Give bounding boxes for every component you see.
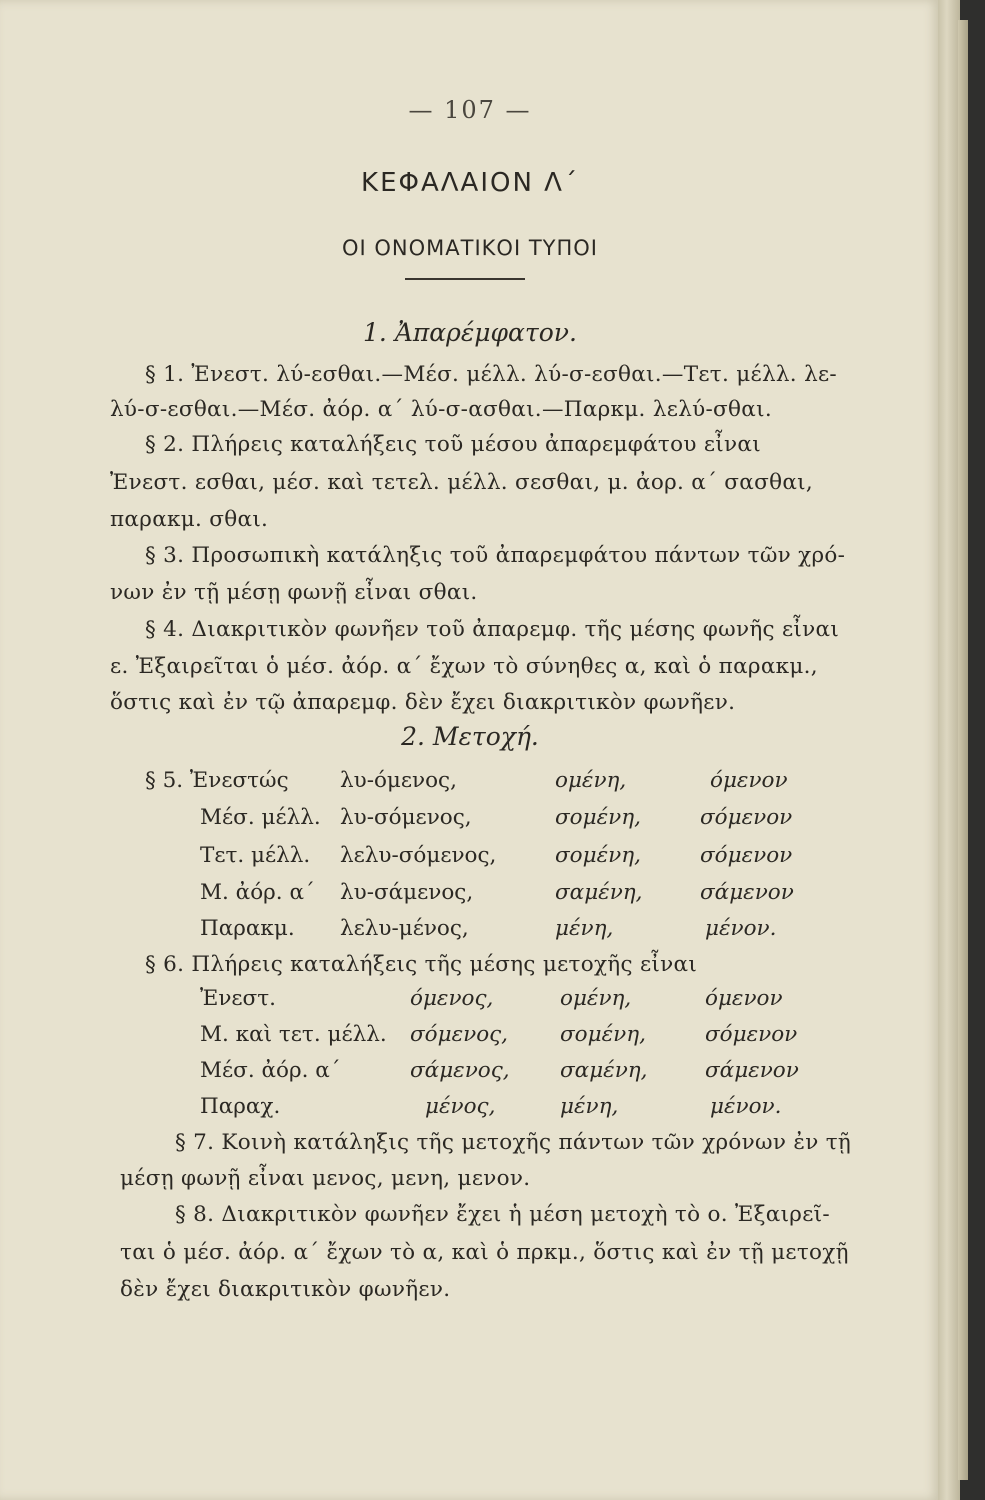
- para6-intro: § 6. Πλήρεις καταλήξεις τῆς μέσης μετοχῆς εἶναι: [145, 952, 698, 977]
- table6-fem: μένη,: [560, 1094, 619, 1119]
- table5-masc: λελυ-μένος,: [340, 916, 469, 941]
- section-title: ΟΙ ΟΝΟΜΑΤΙΚΟΙ ΤΥΠΟΙ: [341, 236, 598, 260]
- table6-label: Μ. καὶ τετ. μέλλ.: [200, 1022, 387, 1047]
- table5-masc: λυ-όμενος,: [340, 768, 457, 793]
- para2-line: § 2. Πλήρεις καταλήξεις τοῦ μέσου ἀπαρεμφάτου εἶναι: [145, 432, 761, 457]
- page-edge: [938, 0, 960, 1500]
- table6-fem: σαμένη,: [560, 1058, 648, 1083]
- table5-label: Παρακμ.: [200, 916, 295, 941]
- para3-line: § 3. Προσωπικὴ κατάληξις τοῦ ἀπαρεμφάτου πάντων τῶν χρό-: [145, 543, 846, 568]
- para7-line: § 7. Κοινὴ κατάληξις τῆς μετοχῆς πάντων τῶν χρόνων ἐν τῇ: [175, 1130, 852, 1155]
- para8-line: ται ὁ μέσ. ἀόρ. α΄ ἔχων τὸ α, καὶ ὁ πρκμ., ὅστις καὶ ἐν τῇ μετοχῇ: [120, 1240, 849, 1265]
- table6-neut: σάμενον: [705, 1058, 799, 1083]
- para2-line: Ἐνεστ. εσθαι, μέσ. καὶ τετελ. μέλλ. σεσθαι, μ. ἀορ. α΄ σασθαι,: [110, 470, 813, 495]
- page-number: — 107 —: [408, 96, 532, 124]
- table5-masc: λυ-σόμενος,: [340, 805, 472, 830]
- para3-line: νων ἐν τῇ μέσῃ φωνῇ εἶναι σθαι.: [110, 580, 478, 605]
- para4-line: ε. Ἐξαιρεῖται ὁ μέσ. ἀόρ. α΄ ἔχων τὸ σύνηθες α, καὶ ὁ παρακμ.,: [110, 654, 818, 679]
- table5-fem: ομένη,: [555, 768, 627, 793]
- table5-fem: μένη,: [555, 916, 614, 941]
- table5-neut: μένον.: [705, 916, 777, 941]
- table6-masc: μένος,: [425, 1094, 496, 1119]
- table6-masc: όμενος,: [410, 986, 494, 1011]
- table5-masc: λυ-σάμενος,: [340, 880, 474, 905]
- para1-line: § 1. Ἐνεστ. λύ-εσθαι.—Μέσ. μέλλ. λύ-σ-εσθαι.—Τετ. μέλλ. λε-: [145, 362, 837, 387]
- book-spine-edge: [958, 20, 968, 1480]
- table5-label: Μέσ. μέλλ.: [200, 805, 321, 830]
- part1-heading: 1. Ἀπαρέμφατον.: [363, 318, 577, 347]
- table5-fem: σαμένη,: [555, 880, 643, 905]
- table5-fem: σομένη,: [555, 805, 641, 830]
- part2-heading: 2. Μετοχή.: [401, 722, 539, 751]
- para1-line: λύ-σ-εσθαι.—Μέσ. ἀόρ. α΄ λύ-σ-ασθαι.—Παρκμ. λελύ-σθαι.: [110, 397, 772, 422]
- para4-line: ὅστις καὶ ἐν τῷ ἀπαρεμφ. δὲν ἔχει διακριτικὸν φωνῆεν.: [110, 690, 736, 715]
- title-divider: [405, 278, 525, 280]
- table6-fem: ομένη,: [560, 986, 632, 1011]
- para2-line: παρακμ. σθαι.: [110, 507, 269, 532]
- para8-line: § 8. Διακριτικὸν φωνῆεν ἔχει ἡ μέση μετοχὴ τὸ ο. Ἐξαιρεῖ-: [175, 1202, 830, 1227]
- table5-label: § 5. Ἐνεστώς: [145, 768, 289, 793]
- table5-neut: σόμενον: [700, 805, 793, 830]
- table6-neut: όμενον: [705, 986, 783, 1011]
- table5-neut: σάμενον: [700, 880, 794, 905]
- table6-masc: σάμενος,: [410, 1058, 510, 1083]
- table6-label: Παραχ.: [200, 1094, 281, 1119]
- table6-neut: σόμενον: [705, 1022, 798, 1047]
- table5-label: Μ. ἀόρ. α΄: [200, 880, 315, 905]
- table5-neut: σόμενον: [700, 843, 793, 868]
- table6-label: Μέσ. ἀόρ. α΄: [200, 1058, 341, 1083]
- table5-fem: σομένη,: [555, 843, 641, 868]
- para4-line: § 4. Διακριτικὸν φωνῆεν τοῦ ἀπαρεμφ. τῆς μέσης φωνῆς εἶναι: [145, 617, 840, 642]
- table6-masc: σόμενος,: [410, 1022, 509, 1047]
- para8-line: δὲν ἔχει διακριτικὸν φωνῆεν.: [120, 1277, 451, 1302]
- table6-neut: μένον.: [710, 1094, 782, 1119]
- table5-masc: λελυ-σόμενος,: [340, 843, 497, 868]
- table5-neut: όμενον: [710, 768, 788, 793]
- table6-fem: σομένη,: [560, 1022, 646, 1047]
- para7-line: μέσῃ φωνῇ εἶναι μενος, μενη, μενον.: [120, 1166, 531, 1191]
- chapter-title: ΚΕΦΑΛΑΙΟΝ Λ΄: [361, 168, 579, 198]
- table5-label: Τετ. μέλλ.: [200, 843, 311, 868]
- table6-label: Ἐνεστ.: [200, 986, 276, 1011]
